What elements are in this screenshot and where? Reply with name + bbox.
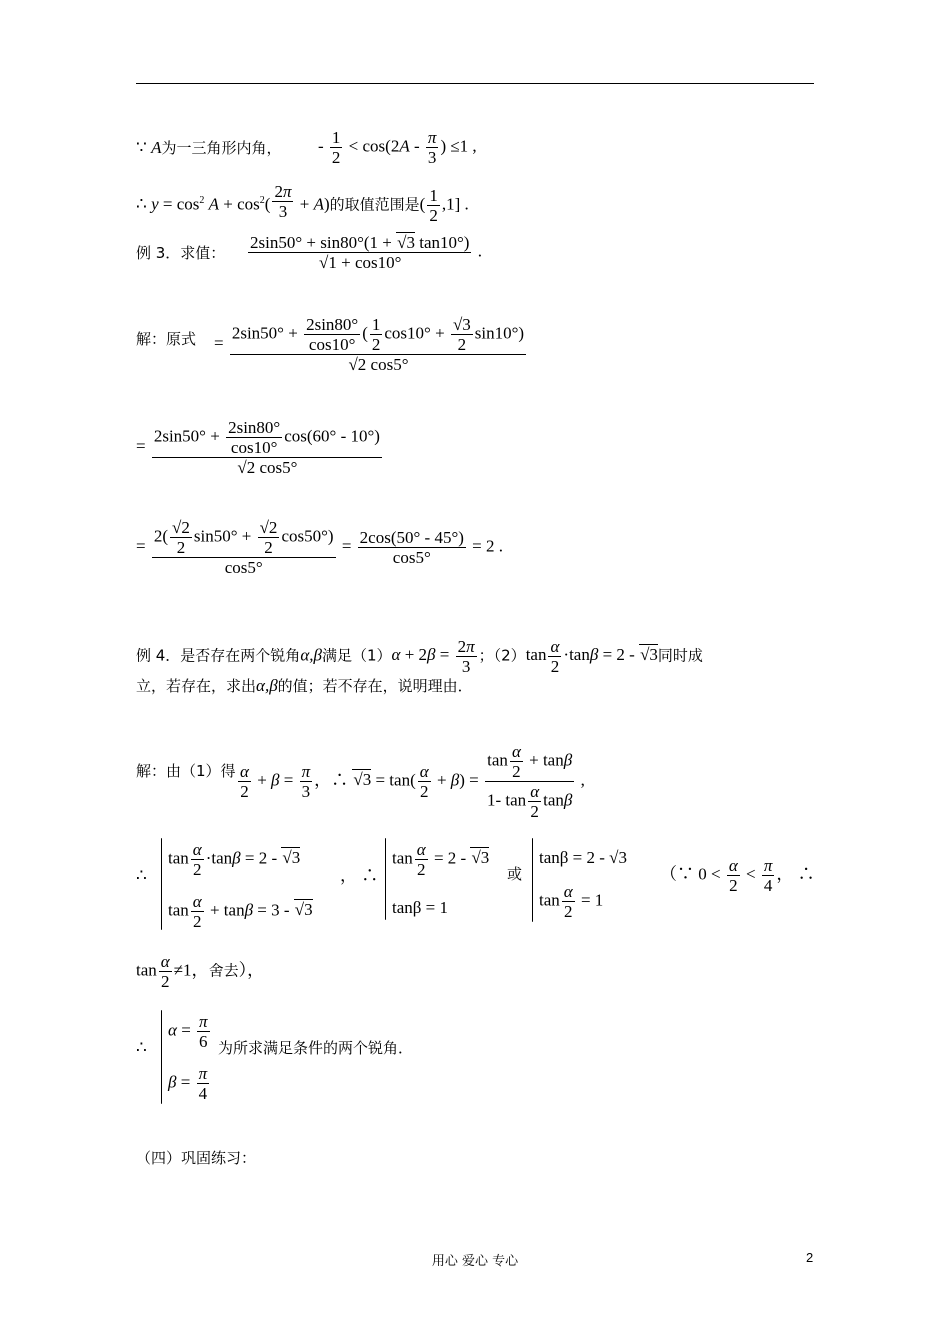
- brace-3: [532, 838, 533, 922]
- final-text: 为所求满足条件的两个锐角．: [218, 1039, 414, 1057]
- solution-step-1: = 2sin50° + $\frac{2\sin 80^\circ}{\cos 10^\circ}$ ( $\frac{1}{2}$ cos10° + $\frac{√3}{2}$ sin10°) √2 cos5°: [214, 315, 525, 374]
- system-1-row-2: tan $\frac{\alpha}{2}$ + tanβ = 3 - √3: [168, 892, 313, 931]
- or-word: 或: [507, 865, 523, 883]
- solution-4-label: 解：由（1）得: [136, 762, 236, 780]
- system-2-row-2: tanβ = 1: [392, 898, 449, 917]
- header-rule: [136, 83, 814, 84]
- system-1-row-1: tan $\frac{\alpha}{2}$ ·tanβ = 2 - √3: [168, 840, 301, 879]
- condition-2: tan $\frac{\alpha}{2}$ ≠1，舍去），: [136, 952, 265, 991]
- section-heading: （四）巩固练习：: [136, 1149, 257, 1167]
- brace-1: [161, 838, 162, 930]
- example-3-expression: $\frac{2\sin 50^\circ + \sin 80^\circ(1 + √3 \tan 10^\circ)}{√1 + \cos 10^\circ}$ .: [250, 233, 482, 272]
- solution-4-math: $\frac{\alpha}{2}$ + β = $\frac{\pi}{3}$ ，∴ √3 = tan( $\frac{\alpha}{2}$ + β) = tan $\frac{\alpha}{2}$ + tanβ 1- tan $\frac{\alpha}{2}$ tanβ ,: [240, 742, 585, 821]
- system-3-row-2: tan $\frac{\alpha}{2}$ = 1: [539, 882, 604, 921]
- brace-final: [161, 1010, 162, 1104]
- therefore-final: ∴: [136, 1038, 147, 1057]
- therefore-1: ∴: [136, 866, 147, 885]
- condition: （∵ 0 < $\frac{\alpha}{2}$ < $\frac{\pi}{4}$ ， ∴: [660, 856, 815, 895]
- line-2: ∴ $y = \cos^2 A + \cos^2$( $\frac{2\pi}{3}$ + A)的取值范围是( $\frac{1}{2}$ ,1] .: [136, 182, 469, 225]
- solution-step-3: = 2( $\frac{√2}{2}$ sin50° + $\frac{√2}{2}$ cos50°) cos5° = $\frac{2\cos(50^\circ - 45^\circ)}{\cos 5^\circ}$ = 2 .: [136, 518, 503, 577]
- page-number: 2: [806, 1250, 814, 1265]
- page-footer: 用心 爱心 专心: [431, 1254, 519, 1269]
- example-3-label: 例 3．求值：: [136, 244, 226, 262]
- final-beta: β = $\frac{\pi}{4}$: [168, 1064, 208, 1103]
- comma-1: ， ∴: [340, 866, 379, 885]
- system-2-row-1: tan $\frac{\alpha}{2}$ = 2 - √3: [392, 840, 490, 879]
- brace-2: [385, 838, 386, 920]
- system-3-row-1: tanβ = 2 - √3: [539, 848, 627, 867]
- solution-step-2: = 2sin50° + $\frac{2\sin 80^\circ}{\cos 10^\circ}$ cos(60° - 10°) √2 cos5°: [136, 418, 380, 477]
- example-4-line-1: 例 4．是否存在两个锐角α,β满足（1）α + 2β = $\frac{2\pi}{3}$ ；（2）tan $\frac{\alpha}{2}$ ·tanβ = 2 - √3同时成: [136, 637, 703, 676]
- final-alpha: α = $\frac{\pi}{6}$: [168, 1012, 208, 1051]
- example-4-line-2: 立，若存在，求出α,β的值；若不存在，说明理由．: [136, 676, 473, 695]
- line-1: ∵ A为一三角形内角，: [136, 138, 282, 157]
- line-1-math: - $\frac{1}{2}$ < cos(2A - $\frac{\pi}{3}$ ) ≤1 ,: [318, 128, 477, 167]
- solution-label: 解：原式: [136, 330, 197, 348]
